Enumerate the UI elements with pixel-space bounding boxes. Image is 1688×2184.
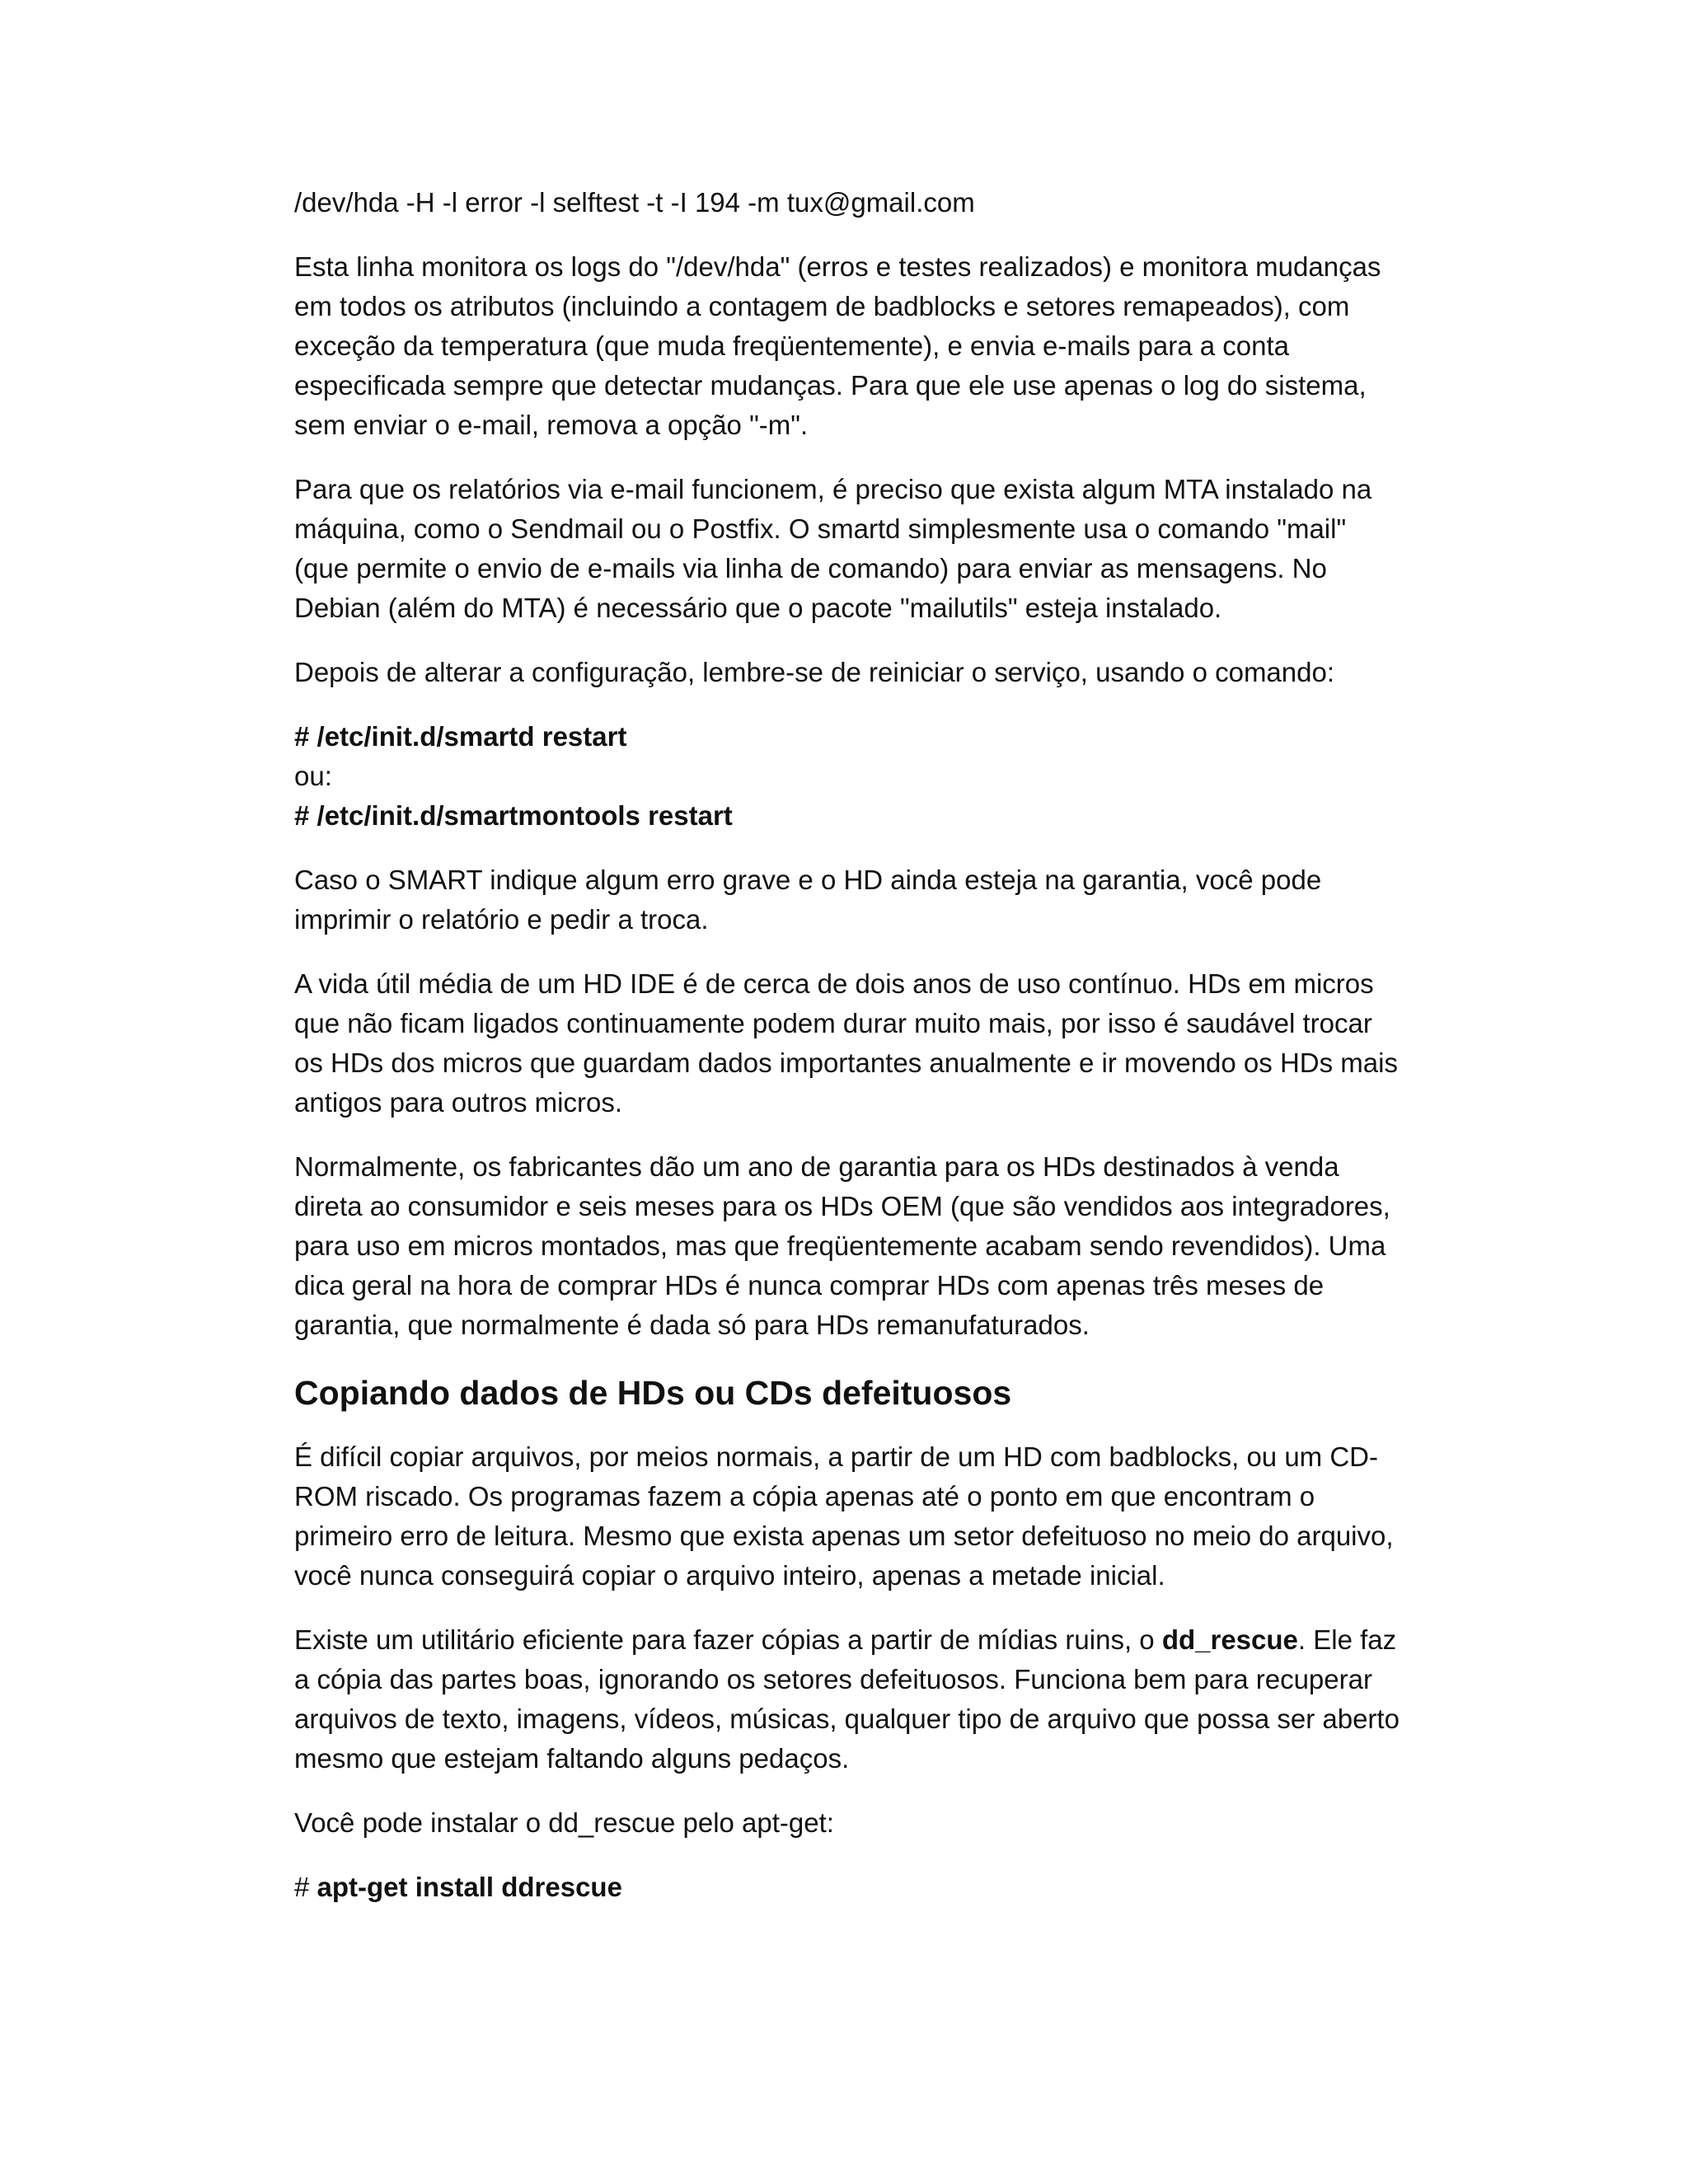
paragraph-hd-lifetime: A vida útil média de um HD IDE é de cerca de dois anos de uso contínuo. HDs em micros que não ficam ligados continuamente podem durar muito mais, por isso é saudável trocar os HDs dos micros que guardam dados importantes anualmente e ir movendo os HDs mais antigos para outros micros. xyxy=(294,968,1398,1118)
command-prompt-symbol: # xyxy=(294,1872,317,1902)
paragraph-email-reports: Para que os relatórios via e-mail funcionem, é preciso que exista algum MTA instalado na máquina, como o Sendmail ou o Postfix. O smartd simplesmente usa o comando "mail" (que permite o envio de e-mails via linha de comando) para enviar as mensagens. No Debian (além do MTA) é necessário que o pacote "mailutils" esteja instalado. xyxy=(294,474,1372,623)
command-apt-get-install xyxy=(294,1868,1403,1907)
config-line: /dev/hda -H -l error -l selftest -t -I 194 -m tux@gmail.com xyxy=(294,187,975,218)
paragraph-restart-service: Depois de alterar a configuração, lembre-se de reiniciar o serviço, usando o comando: xyxy=(294,657,1335,687)
document-body xyxy=(294,183,1403,1932)
command-smartmontools-restart: # /etc/init.d/smartmontools restart xyxy=(294,800,733,831)
paragraph-warranty-replace: Caso o SMART indique algum erro grave e o HD ainda esteja na garantia, você pode imprimir o relatório e pedir a troca. xyxy=(294,865,1322,935)
paragraph-monitor-logs: Esta linha monitora os logs do "/dev/hda" (erros e testes realizados) e monitora mudanças em todos os atributos (incluindo a contagem de badblocks e setores remapeados), com exceção da temperatura (que muda freqüentemente), e envia e-mails para a conta especificada sempre que detectar mudanças. Para que ele use apenas o log do sistema, sem enviar o e-mail, remova a opção "-m". xyxy=(294,251,1381,440)
dd-rescue-intro-text: Existe um utilitário eficiente para fazer cópias a partir de mídias ruins, o xyxy=(294,1624,1162,1655)
paragraph-dd-rescue xyxy=(294,1620,1403,1779)
restart-commands xyxy=(294,717,1403,836)
or-label: ou: xyxy=(294,761,332,791)
dd-rescue-description-text: . Ele faz a cópia das partes boas, ignorando os setores defeituosos. Funciona bem para recuperar arquivos de texto, imagens, vídeos, músicas, qualquer tipo de arquivo que possa ser aberto mesmo que estejam faltando alguns pedaços. xyxy=(294,1624,1400,1774)
command-apt-get-text: apt-get install ddrescue xyxy=(316,1872,622,1902)
dd-rescue-name: dd_rescue xyxy=(1161,1624,1298,1655)
paragraph-copy-difficulty: É difícil copiar arquivos, por meios normais, a partir de um HD com badblocks, ou um CD-ROM riscado. Os programas fazem a cópia apenas até o ponto em que encontram o primeiro erro de leitura. Mesmo que exista apenas um setor defeituoso no meio do arquivo, você nunca conseguirá copiar o arquivo inteiro, apenas a metade inicial. xyxy=(294,1441,1394,1591)
paragraph-manufacturer-warranty: Normalmente, os fabricantes dão um ano de garantia para os HDs destinados à venda direta ao consumidor e seis meses para os HDs OEM (que são vendidos aos integradores, para uso em micros montados, mas que freqüentemente acabam sendo revendidos). Uma dica geral na hora de comprar HDs é nunca comprar HDs com apenas três meses de garantia, que normalmente é dada só para HDs remanufaturados. xyxy=(294,1151,1390,1340)
paragraph-install-instructions: Você pode instalar o dd_rescue pelo apt-get: xyxy=(294,1807,834,1838)
section-heading: Copiando dados de HDs ou CDs defeituosos xyxy=(294,1374,1012,1412)
command-smartd-restart: # /etc/init.d/smartd restart xyxy=(294,721,627,752)
